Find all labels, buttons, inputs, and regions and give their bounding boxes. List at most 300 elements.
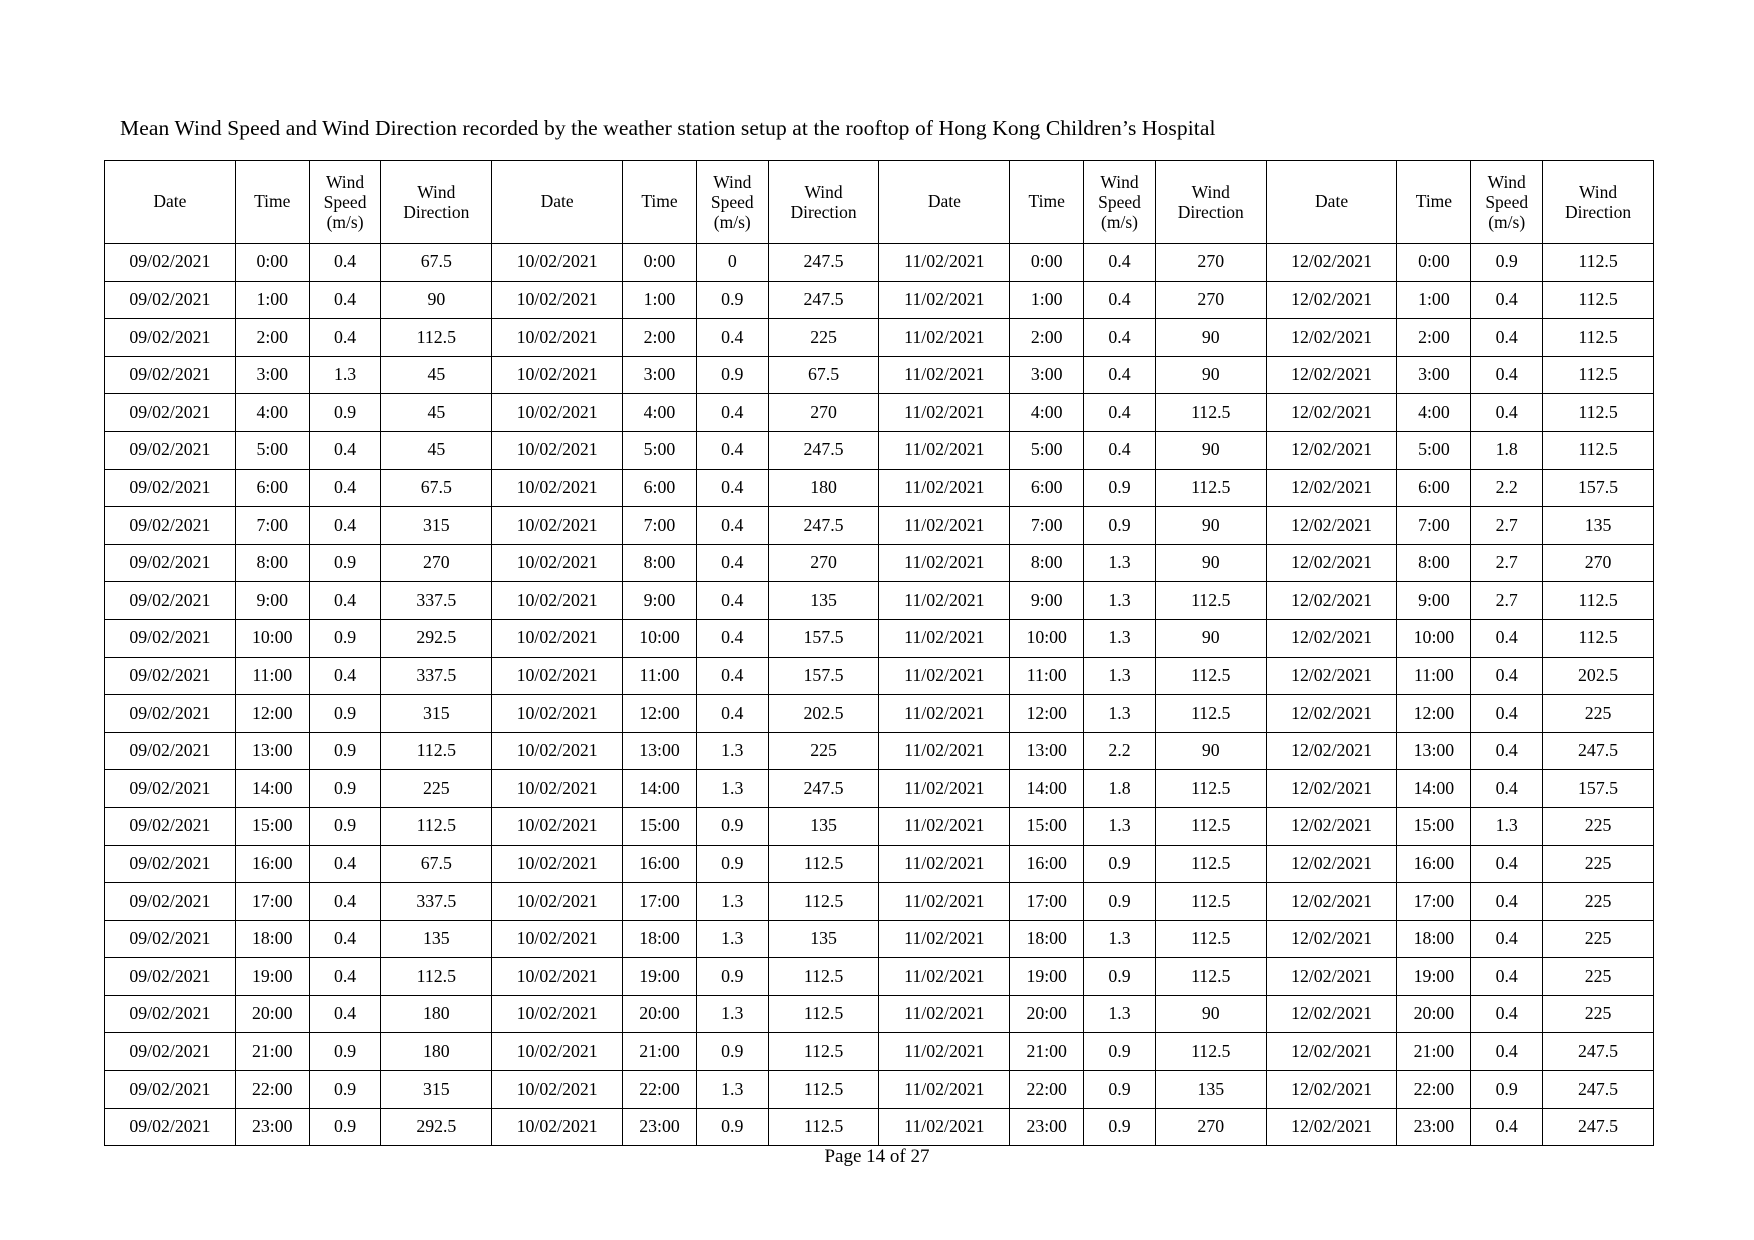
cell-date: 10/02/2021 bbox=[492, 732, 623, 770]
cell-date: 10/02/2021 bbox=[492, 319, 623, 357]
cell-wind-direction: 180 bbox=[381, 1033, 492, 1071]
cell-time: 8:00 bbox=[623, 544, 697, 582]
cell-date: 11/02/2021 bbox=[879, 883, 1010, 921]
cell-time: 12:00 bbox=[235, 695, 309, 733]
cell-wind-speed: 0.9 bbox=[696, 1033, 768, 1071]
cell-time: 20:00 bbox=[623, 995, 697, 1033]
col-header-line: (m/s) bbox=[1488, 212, 1526, 233]
table-row bbox=[105, 244, 1654, 282]
cell-time: 10:00 bbox=[235, 619, 309, 657]
cell-time: 13:00 bbox=[235, 732, 309, 770]
cell-wind-direction: 112.5 bbox=[768, 1033, 879, 1071]
cell-wind-speed: 0.4 bbox=[1471, 319, 1543, 357]
cell-date: 10/02/2021 bbox=[492, 619, 623, 657]
cell-wind-direction: 112.5 bbox=[1543, 431, 1654, 469]
cell-wind-direction: 112.5 bbox=[1543, 281, 1654, 319]
cell-wind-speed: 0.4 bbox=[309, 244, 381, 282]
cell-wind-speed: 0.4 bbox=[1471, 356, 1543, 394]
cell-date: 11/02/2021 bbox=[879, 732, 1010, 770]
cell-time: 16:00 bbox=[1010, 845, 1084, 883]
cell-wind-direction: 112.5 bbox=[1155, 920, 1266, 958]
cell-wind-direction: 45 bbox=[381, 356, 492, 394]
cell-wind-direction: 247.5 bbox=[1543, 732, 1654, 770]
cell-wind-direction: 67.5 bbox=[768, 356, 879, 394]
cell-wind-speed: 0.9 bbox=[696, 845, 768, 883]
cell-wind-direction: 225 bbox=[1543, 845, 1654, 883]
col-header-line: Wind bbox=[325, 171, 365, 192]
cell-time: 8:00 bbox=[1397, 544, 1471, 582]
cell-wind-speed: 0.4 bbox=[309, 995, 381, 1033]
cell-time: 18:00 bbox=[1010, 920, 1084, 958]
cell-date: 09/02/2021 bbox=[105, 281, 236, 319]
table-row bbox=[105, 695, 1654, 733]
cell-date: 12/02/2021 bbox=[1266, 1033, 1397, 1071]
cell-wind-direction: 135 bbox=[768, 582, 879, 620]
cell-date: 09/02/2021 bbox=[105, 1033, 236, 1071]
cell-date: 11/02/2021 bbox=[879, 845, 1010, 883]
cell-wind-speed: 0.4 bbox=[1084, 356, 1156, 394]
cell-wind-speed: 0.9 bbox=[309, 1071, 381, 1109]
cell-wind-speed: 1.3 bbox=[696, 920, 768, 958]
cell-time: 18:00 bbox=[235, 920, 309, 958]
cell-wind-direction: 247.5 bbox=[768, 770, 879, 808]
cell-wind-speed: 2.7 bbox=[1471, 507, 1543, 545]
cell-date: 12/02/2021 bbox=[1266, 319, 1397, 357]
cell-wind-direction: 90 bbox=[1155, 732, 1266, 770]
cell-date: 12/02/2021 bbox=[1266, 394, 1397, 432]
cell-time: 21:00 bbox=[235, 1033, 309, 1071]
col-header-date: Date bbox=[492, 161, 623, 244]
cell-time: 4:00 bbox=[235, 394, 309, 432]
cell-time: 6:00 bbox=[1010, 469, 1084, 507]
cell-time: 22:00 bbox=[235, 1071, 309, 1109]
cell-wind-speed: 0.4 bbox=[696, 507, 768, 545]
cell-time: 7:00 bbox=[1010, 507, 1084, 545]
cell-time: 9:00 bbox=[1397, 582, 1471, 620]
cell-wind-direction: 157.5 bbox=[1543, 770, 1654, 808]
col-header-time: Time bbox=[1397, 161, 1471, 244]
cell-wind-direction: 67.5 bbox=[381, 845, 492, 883]
cell-wind-speed: 0.4 bbox=[1471, 732, 1543, 770]
cell-wind-speed: 1.8 bbox=[1471, 431, 1543, 469]
cell-wind-direction: 225 bbox=[1543, 958, 1654, 996]
cell-wind-speed: 0 bbox=[696, 244, 768, 282]
cell-wind-speed: 0.4 bbox=[309, 281, 381, 319]
cell-date: 09/02/2021 bbox=[105, 958, 236, 996]
cell-wind-direction: 247.5 bbox=[1543, 1033, 1654, 1071]
cell-date: 10/02/2021 bbox=[492, 431, 623, 469]
cell-wind-speed: 0.4 bbox=[1084, 244, 1156, 282]
cell-date: 11/02/2021 bbox=[879, 1108, 1010, 1146]
cell-wind-speed: 0.4 bbox=[309, 319, 381, 357]
cell-wind-direction: 90 bbox=[1155, 544, 1266, 582]
table-row bbox=[105, 544, 1654, 582]
cell-date: 09/02/2021 bbox=[105, 695, 236, 733]
cell-date: 10/02/2021 bbox=[492, 807, 623, 845]
cell-wind-speed: 2.7 bbox=[1471, 544, 1543, 582]
table-row bbox=[105, 582, 1654, 620]
cell-date: 12/02/2021 bbox=[1266, 958, 1397, 996]
cell-wind-direction: 112.5 bbox=[768, 995, 879, 1033]
cell-time: 10:00 bbox=[623, 619, 697, 657]
cell-time: 0:00 bbox=[235, 244, 309, 282]
cell-wind-direction: 315 bbox=[381, 695, 492, 733]
cell-wind-direction: 112.5 bbox=[1155, 695, 1266, 733]
cell-date: 10/02/2021 bbox=[492, 995, 623, 1033]
cell-wind-direction: 112.5 bbox=[768, 958, 879, 996]
cell-wind-speed: 1.3 bbox=[1471, 807, 1543, 845]
cell-wind-speed: 0.9 bbox=[696, 1108, 768, 1146]
cell-wind-direction: 247.5 bbox=[768, 244, 879, 282]
cell-date: 12/02/2021 bbox=[1266, 995, 1397, 1033]
cell-date: 09/02/2021 bbox=[105, 1071, 236, 1109]
table-row bbox=[105, 807, 1654, 845]
cell-wind-direction: 202.5 bbox=[1543, 657, 1654, 695]
cell-date: 10/02/2021 bbox=[492, 1071, 623, 1109]
cell-wind-direction: 157.5 bbox=[1543, 469, 1654, 507]
cell-wind-direction: 225 bbox=[768, 732, 879, 770]
cell-wind-speed: 0.9 bbox=[309, 394, 381, 432]
cell-wind-speed: 0.9 bbox=[1471, 1071, 1543, 1109]
cell-date: 09/02/2021 bbox=[105, 995, 236, 1033]
cell-wind-speed: 0.4 bbox=[1084, 281, 1156, 319]
cell-date: 09/02/2021 bbox=[105, 356, 236, 394]
cell-time: 9:00 bbox=[235, 582, 309, 620]
cell-time: 0:00 bbox=[623, 244, 697, 282]
col-header-line: Speed bbox=[1098, 191, 1141, 212]
table-row bbox=[105, 883, 1654, 921]
table-row bbox=[105, 507, 1654, 545]
cell-wind-speed: 0.4 bbox=[1084, 394, 1156, 432]
cell-wind-speed: 0.9 bbox=[309, 1108, 381, 1146]
cell-wind-speed: 0.4 bbox=[696, 695, 768, 733]
cell-time: 18:00 bbox=[623, 920, 697, 958]
cell-time: 3:00 bbox=[235, 356, 309, 394]
cell-wind-direction: 45 bbox=[381, 394, 492, 432]
cell-time: 1:00 bbox=[235, 281, 309, 319]
cell-time: 10:00 bbox=[1397, 619, 1471, 657]
col-header-line: Direction bbox=[1565, 202, 1632, 222]
cell-time: 13:00 bbox=[1010, 732, 1084, 770]
cell-date: 09/02/2021 bbox=[105, 883, 236, 921]
cell-time: 9:00 bbox=[1010, 582, 1084, 620]
cell-wind-direction: 67.5 bbox=[381, 244, 492, 282]
cell-date: 10/02/2021 bbox=[492, 244, 623, 282]
col-header-line: Wind bbox=[1578, 181, 1618, 202]
cell-wind-speed: 0.4 bbox=[696, 431, 768, 469]
cell-wind-direction: 112.5 bbox=[381, 319, 492, 357]
cell-date: 12/02/2021 bbox=[1266, 657, 1397, 695]
table-row bbox=[105, 958, 1654, 996]
cell-wind-direction: 292.5 bbox=[381, 619, 492, 657]
cell-time: 3:00 bbox=[1010, 356, 1084, 394]
cell-time: 15:00 bbox=[623, 807, 697, 845]
col-header-line: (m/s) bbox=[326, 212, 364, 233]
cell-date: 11/02/2021 bbox=[879, 394, 1010, 432]
cell-wind-speed: 1.3 bbox=[1084, 544, 1156, 582]
cell-wind-direction: 90 bbox=[381, 281, 492, 319]
wind-data-table bbox=[104, 160, 1654, 1146]
table-row bbox=[105, 995, 1654, 1033]
cell-wind-speed: 0.9 bbox=[696, 958, 768, 996]
cell-wind-direction: 90 bbox=[1155, 619, 1266, 657]
col-header-wind-direction bbox=[1543, 161, 1654, 244]
cell-date: 09/02/2021 bbox=[105, 770, 236, 808]
cell-wind-direction: 112.5 bbox=[768, 1108, 879, 1146]
col-header-wind-speed bbox=[1084, 161, 1156, 244]
cell-wind-direction: 225 bbox=[1543, 807, 1654, 845]
cell-wind-speed: 0.4 bbox=[309, 883, 381, 921]
table-header-row bbox=[105, 161, 1654, 244]
cell-time: 23:00 bbox=[1397, 1108, 1471, 1146]
cell-date: 10/02/2021 bbox=[492, 582, 623, 620]
cell-wind-speed: 0.9 bbox=[696, 807, 768, 845]
cell-time: 17:00 bbox=[623, 883, 697, 921]
cell-wind-speed: 0.4 bbox=[696, 469, 768, 507]
cell-wind-speed: 0.9 bbox=[1084, 1108, 1156, 1146]
cell-time: 2:00 bbox=[1397, 319, 1471, 357]
cell-wind-direction: 270 bbox=[381, 544, 492, 582]
col-header-line: Speed bbox=[710, 191, 754, 212]
cell-time: 3:00 bbox=[1397, 356, 1471, 394]
cell-time: 3:00 bbox=[623, 356, 697, 394]
cell-wind-speed: 0.4 bbox=[1471, 958, 1543, 996]
cell-date: 11/02/2021 bbox=[879, 770, 1010, 808]
cell-time: 19:00 bbox=[1010, 958, 1084, 996]
cell-wind-speed: 0.4 bbox=[309, 958, 381, 996]
cell-wind-speed: 0.4 bbox=[1471, 845, 1543, 883]
cell-wind-direction: 112.5 bbox=[1543, 356, 1654, 394]
cell-wind-speed: 0.4 bbox=[309, 431, 381, 469]
cell-time: 11:00 bbox=[1397, 657, 1471, 695]
cell-wind-speed: 0.9 bbox=[309, 807, 381, 845]
cell-date: 09/02/2021 bbox=[105, 319, 236, 357]
cell-wind-speed: 0.9 bbox=[1084, 1071, 1156, 1109]
cell-date: 12/02/2021 bbox=[1266, 883, 1397, 921]
col-header-line: Wind bbox=[804, 181, 843, 202]
cell-wind-speed: 2.7 bbox=[1471, 582, 1543, 620]
cell-wind-direction: 157.5 bbox=[768, 657, 879, 695]
cell-wind-speed: 1.3 bbox=[696, 995, 768, 1033]
cell-date: 12/02/2021 bbox=[1266, 244, 1397, 282]
cell-wind-speed: 1.3 bbox=[1084, 619, 1156, 657]
cell-wind-direction: 112.5 bbox=[1155, 394, 1266, 432]
cell-time: 21:00 bbox=[1010, 1033, 1084, 1071]
cell-date: 11/02/2021 bbox=[879, 958, 1010, 996]
table-row bbox=[105, 1108, 1654, 1146]
cell-wind-speed: 0.4 bbox=[1471, 657, 1543, 695]
cell-wind-direction: 247.5 bbox=[768, 281, 879, 319]
cell-date: 12/02/2021 bbox=[1266, 807, 1397, 845]
cell-wind-speed: 1.3 bbox=[309, 356, 381, 394]
cell-date: 10/02/2021 bbox=[492, 657, 623, 695]
cell-date: 10/02/2021 bbox=[492, 958, 623, 996]
cell-date: 11/02/2021 bbox=[879, 1071, 1010, 1109]
table-row bbox=[105, 1071, 1654, 1109]
table-row bbox=[105, 845, 1654, 883]
col-header-line: Direction bbox=[1177, 202, 1244, 222]
cell-wind-direction: 180 bbox=[768, 469, 879, 507]
cell-time: 17:00 bbox=[1010, 883, 1084, 921]
cell-time: 2:00 bbox=[623, 319, 697, 357]
cell-wind-direction: 112.5 bbox=[381, 732, 492, 770]
cell-wind-speed: 1.3 bbox=[1084, 657, 1156, 695]
cell-wind-direction: 112.5 bbox=[1155, 845, 1266, 883]
cell-time: 20:00 bbox=[235, 995, 309, 1033]
cell-date: 10/02/2021 bbox=[492, 281, 623, 319]
cell-wind-direction: 247.5 bbox=[768, 431, 879, 469]
cell-wind-direction: 112.5 bbox=[1155, 582, 1266, 620]
cell-wind-speed: 0.9 bbox=[1084, 1033, 1156, 1071]
cell-time: 0:00 bbox=[1010, 244, 1084, 282]
table-row bbox=[105, 431, 1654, 469]
cell-wind-direction: 112.5 bbox=[768, 1071, 879, 1109]
cell-date: 10/02/2021 bbox=[492, 695, 623, 733]
cell-wind-direction: 135 bbox=[768, 807, 879, 845]
cell-wind-direction: 112.5 bbox=[1543, 582, 1654, 620]
cell-wind-direction: 247.5 bbox=[1543, 1108, 1654, 1146]
cell-wind-speed: 0.4 bbox=[309, 657, 381, 695]
cell-wind-direction: 112.5 bbox=[1543, 394, 1654, 432]
cell-wind-direction: 337.5 bbox=[381, 657, 492, 695]
cell-wind-speed: 0.4 bbox=[696, 582, 768, 620]
cell-wind-direction: 112.5 bbox=[1543, 619, 1654, 657]
cell-wind-direction: 90 bbox=[1155, 507, 1266, 545]
cell-date: 11/02/2021 bbox=[879, 1033, 1010, 1071]
cell-date: 09/02/2021 bbox=[105, 657, 236, 695]
cell-wind-speed: 0.9 bbox=[1084, 507, 1156, 545]
cell-time: 12:00 bbox=[1010, 695, 1084, 733]
cell-wind-direction: 225 bbox=[1543, 920, 1654, 958]
cell-wind-speed: 0.4 bbox=[1471, 1108, 1543, 1146]
cell-time: 19:00 bbox=[623, 958, 697, 996]
table-row bbox=[105, 770, 1654, 808]
col-header-time: Time bbox=[623, 161, 697, 244]
cell-date: 12/02/2021 bbox=[1266, 920, 1397, 958]
cell-date: 12/02/2021 bbox=[1266, 507, 1397, 545]
cell-wind-direction: 270 bbox=[1155, 244, 1266, 282]
cell-wind-direction: 135 bbox=[1543, 507, 1654, 545]
cell-wind-speed: 2.2 bbox=[1084, 732, 1156, 770]
cell-wind-direction: 225 bbox=[768, 319, 879, 357]
cell-wind-direction: 112.5 bbox=[1543, 319, 1654, 357]
cell-wind-direction: 112.5 bbox=[1155, 469, 1266, 507]
cell-time: 23:00 bbox=[235, 1108, 309, 1146]
cell-time: 23:00 bbox=[1010, 1108, 1084, 1146]
cell-date: 11/02/2021 bbox=[879, 431, 1010, 469]
cell-wind-speed: 0.9 bbox=[309, 732, 381, 770]
cell-wind-speed: 0.9 bbox=[1084, 469, 1156, 507]
cell-time: 18:00 bbox=[1397, 920, 1471, 958]
cell-time: 0:00 bbox=[1397, 244, 1471, 282]
cell-time: 15:00 bbox=[235, 807, 309, 845]
cell-wind-direction: 90 bbox=[1155, 356, 1266, 394]
cell-time: 4:00 bbox=[1010, 394, 1084, 432]
cell-time: 13:00 bbox=[1397, 732, 1471, 770]
cell-time: 11:00 bbox=[1010, 657, 1084, 695]
cell-time: 4:00 bbox=[1397, 394, 1471, 432]
cell-date: 09/02/2021 bbox=[105, 244, 236, 282]
cell-wind-direction: 135 bbox=[1155, 1071, 1266, 1109]
cell-time: 14:00 bbox=[1397, 770, 1471, 808]
col-header-line: (m/s) bbox=[1101, 212, 1138, 233]
col-header-time: Time bbox=[235, 161, 309, 244]
cell-wind-direction: 270 bbox=[1155, 281, 1266, 319]
cell-time: 12:00 bbox=[1397, 695, 1471, 733]
cell-wind-speed: 0.4 bbox=[309, 582, 381, 620]
cell-time: 22:00 bbox=[1397, 1071, 1471, 1109]
cell-wind-direction: 112.5 bbox=[768, 883, 879, 921]
cell-time: 15:00 bbox=[1010, 807, 1084, 845]
col-header-wind-direction bbox=[1155, 161, 1266, 244]
col-header-line: Wind bbox=[1487, 171, 1526, 192]
cell-time: 16:00 bbox=[623, 845, 697, 883]
cell-wind-direction: 112.5 bbox=[1155, 657, 1266, 695]
cell-date: 11/02/2021 bbox=[879, 469, 1010, 507]
cell-date: 09/02/2021 bbox=[105, 469, 236, 507]
cell-wind-direction: 225 bbox=[1543, 995, 1654, 1033]
col-header-line: Wind bbox=[417, 181, 456, 202]
cell-time: 4:00 bbox=[623, 394, 697, 432]
cell-time: 2:00 bbox=[1010, 319, 1084, 357]
cell-wind-speed: 0.4 bbox=[1471, 920, 1543, 958]
cell-wind-direction: 90 bbox=[1155, 319, 1266, 357]
cell-wind-direction: 67.5 bbox=[381, 469, 492, 507]
cell-wind-direction: 112.5 bbox=[1155, 770, 1266, 808]
cell-wind-direction: 225 bbox=[381, 770, 492, 808]
cell-date: 09/02/2021 bbox=[105, 920, 236, 958]
cell-wind-direction: 112.5 bbox=[1543, 244, 1654, 282]
cell-wind-speed: 0.4 bbox=[696, 394, 768, 432]
cell-wind-direction: 292.5 bbox=[381, 1108, 492, 1146]
cell-wind-direction: 135 bbox=[381, 920, 492, 958]
cell-wind-direction: 270 bbox=[768, 544, 879, 582]
cell-time: 21:00 bbox=[623, 1033, 697, 1071]
page-title: Mean Wind Speed and Wind Direction recorded by the weather station setup at the rooftop of Hong Kong Children’s Hospital bbox=[120, 116, 1216, 140]
cell-wind-speed: 1.3 bbox=[1084, 695, 1156, 733]
cell-date: 09/02/2021 bbox=[105, 732, 236, 770]
cell-wind-direction: 135 bbox=[768, 920, 879, 958]
cell-wind-direction: 337.5 bbox=[381, 582, 492, 620]
cell-date: 09/02/2021 bbox=[105, 544, 236, 582]
cell-wind-speed: 0.4 bbox=[696, 619, 768, 657]
col-header-line: Wind bbox=[1100, 171, 1139, 192]
cell-time: 6:00 bbox=[1397, 469, 1471, 507]
table-row bbox=[105, 920, 1654, 958]
cell-wind-speed: 0.4 bbox=[1471, 883, 1543, 921]
cell-wind-direction: 112.5 bbox=[1155, 807, 1266, 845]
cell-time: 8:00 bbox=[1010, 544, 1084, 582]
cell-time: 2:00 bbox=[235, 319, 309, 357]
cell-date: 10/02/2021 bbox=[492, 544, 623, 582]
cell-wind-speed: 0.4 bbox=[1471, 619, 1543, 657]
cell-date: 09/02/2021 bbox=[105, 619, 236, 657]
cell-wind-direction: 90 bbox=[1155, 431, 1266, 469]
col-header-date: Date bbox=[1266, 161, 1397, 244]
col-header-line: Direction bbox=[403, 202, 470, 222]
cell-date: 12/02/2021 bbox=[1266, 619, 1397, 657]
cell-date: 12/02/2021 bbox=[1266, 695, 1397, 733]
cell-wind-speed: 0.4 bbox=[309, 469, 381, 507]
cell-date: 09/02/2021 bbox=[105, 807, 236, 845]
cell-time: 20:00 bbox=[1397, 995, 1471, 1033]
cell-time: 1:00 bbox=[1010, 281, 1084, 319]
table-row bbox=[105, 319, 1654, 357]
cell-wind-speed: 0.4 bbox=[696, 319, 768, 357]
cell-date: 11/02/2021 bbox=[879, 356, 1010, 394]
table-row bbox=[105, 657, 1654, 695]
cell-wind-speed: 1.3 bbox=[1084, 995, 1156, 1033]
